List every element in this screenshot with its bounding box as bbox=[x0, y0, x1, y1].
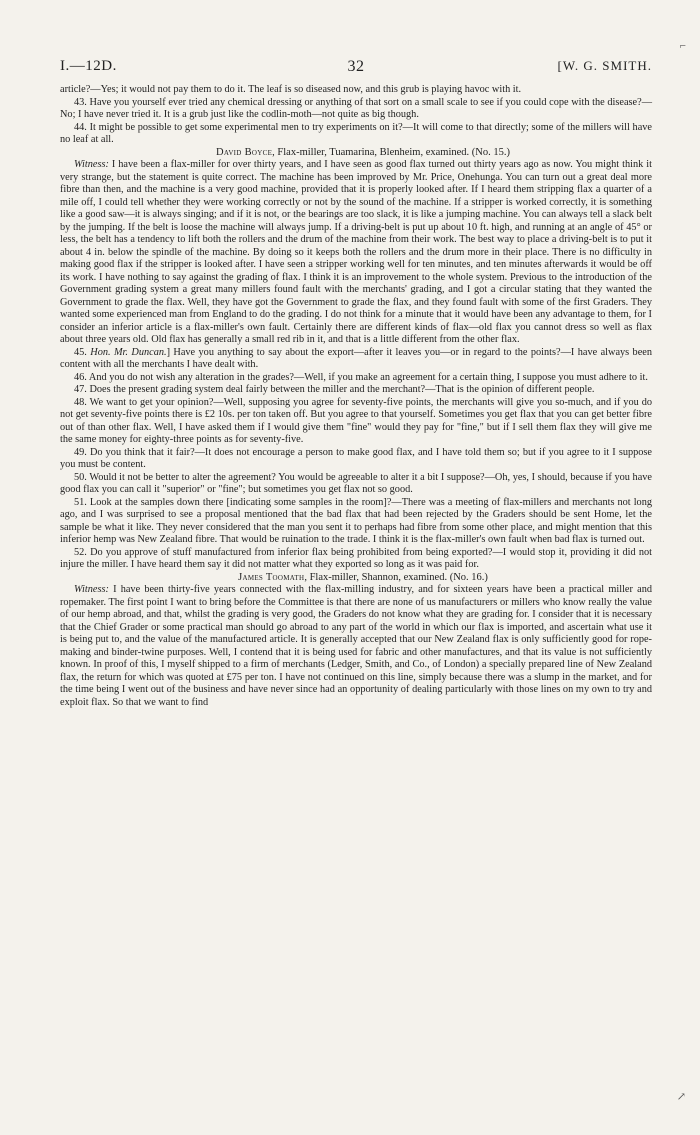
witness-heading-1 bbox=[60, 147, 652, 160]
question-answer bbox=[60, 397, 652, 447]
witness-name: James Toomath bbox=[238, 571, 305, 583]
witness-statement bbox=[60, 159, 652, 347]
margin-mark-top: ⌐ bbox=[679, 40, 686, 52]
document-body bbox=[60, 84, 652, 709]
question-number: 45. bbox=[74, 346, 91, 358]
question-answer bbox=[60, 384, 652, 397]
question-number: 46. bbox=[74, 371, 89, 383]
question-text: And you do not wish any alteration in the grades?—Well, if you make an agreement for a certain thing, I suppose you must adhere to it. bbox=[88, 371, 648, 383]
witness-detail: , Flax-miller, Shannon, examined. (No. 16.) bbox=[304, 571, 488, 583]
witness-name: David Boyce bbox=[215, 146, 273, 158]
question-text: ] Have you anything to say about the export—after it leaves you—or in regard to the points?—I have always been content with all the merchants I have dealt with. bbox=[60, 346, 652, 370]
margin-mark-bottom: ↗ bbox=[676, 1091, 686, 1103]
witness-statement-text: I have been a flax-miller for over thirty years, and I have seen as good flax turned out thirty years ago as now. You might think it very strange, but the statement is quite correct. The machine has been improved by Mr. Price, Onehunga. You can turn out a great deal more fibre than then, and the machine is a very good machine, provided that it is properly looked after. If I heard them stripping flax a quarter of a mile off, I could tell whether they were working correctly or not by the sound of the machine. If a stripper is worked correctly, it is something like a good saw—it is always singing; and if it is not, or the bearings are too slack, it is like a jumping machine. You can always tell a slack belt by the jumping. If the belt is loose the machine will always jump. If a driving-belt is put up about 10 ft. high, and running at an angle of 45° or less, the belt has a tendency to lift both the rollers and the drum of the machine from their work. The best way to place a driving-belt is to put it about 4 in. below the spindle of the machine. By doing so it keeps both the rollers and the drum more in their place. There is no difficulty in making good flax if the stripper is looked after. I have seen a stripper working well for ten minutes, and ten minutes afterwards it would be off its work. I have nothing to say against the grading of flax. I think it is an improvement to the whole system. Previous to the introduction of the Government grading system a great many millers found fault with the merchants' grading, and I got a circular stating that they wanted the Government to grade the flax. Well, they have got the Government to grade the flax, and they found fault with some of the first Graders. They wanted some experienced man from England to do the grading. I do not think for a minute that it would have been any advantage to them, for I consider an inferior article is a flax-miller's own fault. Certainly there are different kinds of flax—old flax you cannot dress so well as flax about three years old. Old flax has generally a small red rib in it, and that is a little different from the other flax. bbox=[60, 159, 652, 345]
witness-label: Witness: bbox=[74, 159, 109, 170]
question-text: We want to get your opinion?—Well, supposing you agree for seventy-five points, the merchants will give you so-much, and if you do not get seventy-five points there is £2 10s. per ton taken off. But you agree to that yourself. Sometimes you get flax that you can get better fibre out of than other flax. Well, I have asked them if I would give them "fine" would they pay for "fine," but if I sell them flax they will give me the same money for eighty-three points as for seventy-five. bbox=[60, 396, 652, 445]
question-text: Look at the samples down there [indicating some samples in the room]?—There was a meeting of flax-millers and merchants not long ago, and I was surprised to see a proposal mentioned that the bad flax that had been rejected by the Graders should be sent Home, let the sample be what it like. They never considered that the man you sent it to perhaps had fibre from some other place, and might mention that this inferior hemp was New Zealand fibre. That would be ruination to the trade. I think it is the flax-miller's own fault when bad flax is turned out. bbox=[60, 496, 652, 545]
question-answer bbox=[60, 347, 652, 372]
question-text: Do you think that it fair?—It does not encourage a person to make good flax, and I have told them so; but if you agree to it I suppose you must be content. bbox=[60, 446, 652, 470]
paragraph: 43. Have you yourself ever tried any chemical dressing or anything of that sort on a small scale to see if you could cope with the disease?—No; I have never tried it. It is a grub just like the codlin-moth—not quite as big though. bbox=[60, 96, 652, 120]
question-answer bbox=[60, 547, 652, 572]
question-speaker: Hon. Mr. Duncan. bbox=[90, 346, 167, 358]
paragraph: article?—Yes; it would not pay them to do it. The leaf is so diseased now, and this grub is playing havoc with it. bbox=[60, 84, 522, 95]
witness-statement bbox=[60, 584, 652, 709]
question-answer bbox=[60, 472, 652, 497]
witness-label: Witness: bbox=[74, 584, 109, 595]
witness-detail: , Flax-miller, Tuamarina, Blenheim, examined. (No. 15.) bbox=[272, 146, 510, 158]
question-answer bbox=[60, 497, 652, 547]
header-right: [W. G. SMITH. bbox=[557, 58, 652, 73]
witness-statement-text: I have been thirty-five years connected with the flax-milling industry, and for sixteen years have been a practical miller and ropemaker. The first point I want to bring before the Committee is that there are none of us manufacturers or millers who know really the value of our hemp abroad, and that, whilst the grading is very good, the Graders do not know what they are grading for. I consider that it is necessary that the Chief Grader or some practical man should go abroad to any part of the world in which our flax is imported, and ascertain what use it is being put to, and the value of the manufactured article. It is generally accepted that our New Zealand flax is only sufficiently good for rope-making and binder-twine purposes. Well, I contend that it is being used for fabric and other manufactures, and that its value is not sufficiently known. In proof of this, I myself shipped to a firm of merchants (Ledger, Smith, and Co., of London) a specially prepared line of New Zealand flax, the return for which was quoted at £75 per ton. I have not continued on this line, simply because there was a slump in the market, and for the time being I went out of the business and have never since had an opportunity of dealing particularly with those lines on my own to try and exploit flax. So that we want to find bbox=[60, 584, 652, 708]
header-left: I.—12D. bbox=[60, 58, 117, 74]
question-number: 47. bbox=[74, 384, 90, 395]
question-answer bbox=[60, 447, 652, 472]
question-text: Do you approve of stuff manufactured from inferior flax being prohibited from being exported?—I would stop it, providing it did not injure the miller. I have heard them say it did not matter what they exported so long as it was paid for. bbox=[60, 546, 653, 570]
question-answer bbox=[60, 372, 652, 385]
page-header bbox=[60, 58, 652, 80]
question-text: Does the present grading system deal fairly between the miller and the merchant?—That is the opinion of different people. bbox=[89, 384, 595, 395]
page-number: 32 bbox=[347, 58, 365, 75]
question-number: 52. bbox=[74, 546, 91, 558]
question-text: Would it not be better to alter the agreement? You would be agreeable to alter it a bit I suppose?—Oh, yes, I should, because if you have good flax you can call it "superior" or "fine"; but sometimes you get flax not so good. bbox=[60, 471, 652, 495]
paragraph: 44. It might be possible to get some experimental men to try experiments on it?—It will come to that directly; some of the millers will have no leaf at all. bbox=[60, 121, 652, 145]
question-number: 49. bbox=[74, 446, 90, 458]
witness-heading-2 bbox=[60, 572, 652, 585]
question-number: 48. bbox=[74, 396, 90, 408]
question-number: 51. bbox=[74, 496, 90, 508]
question-number: 50. bbox=[74, 471, 90, 483]
